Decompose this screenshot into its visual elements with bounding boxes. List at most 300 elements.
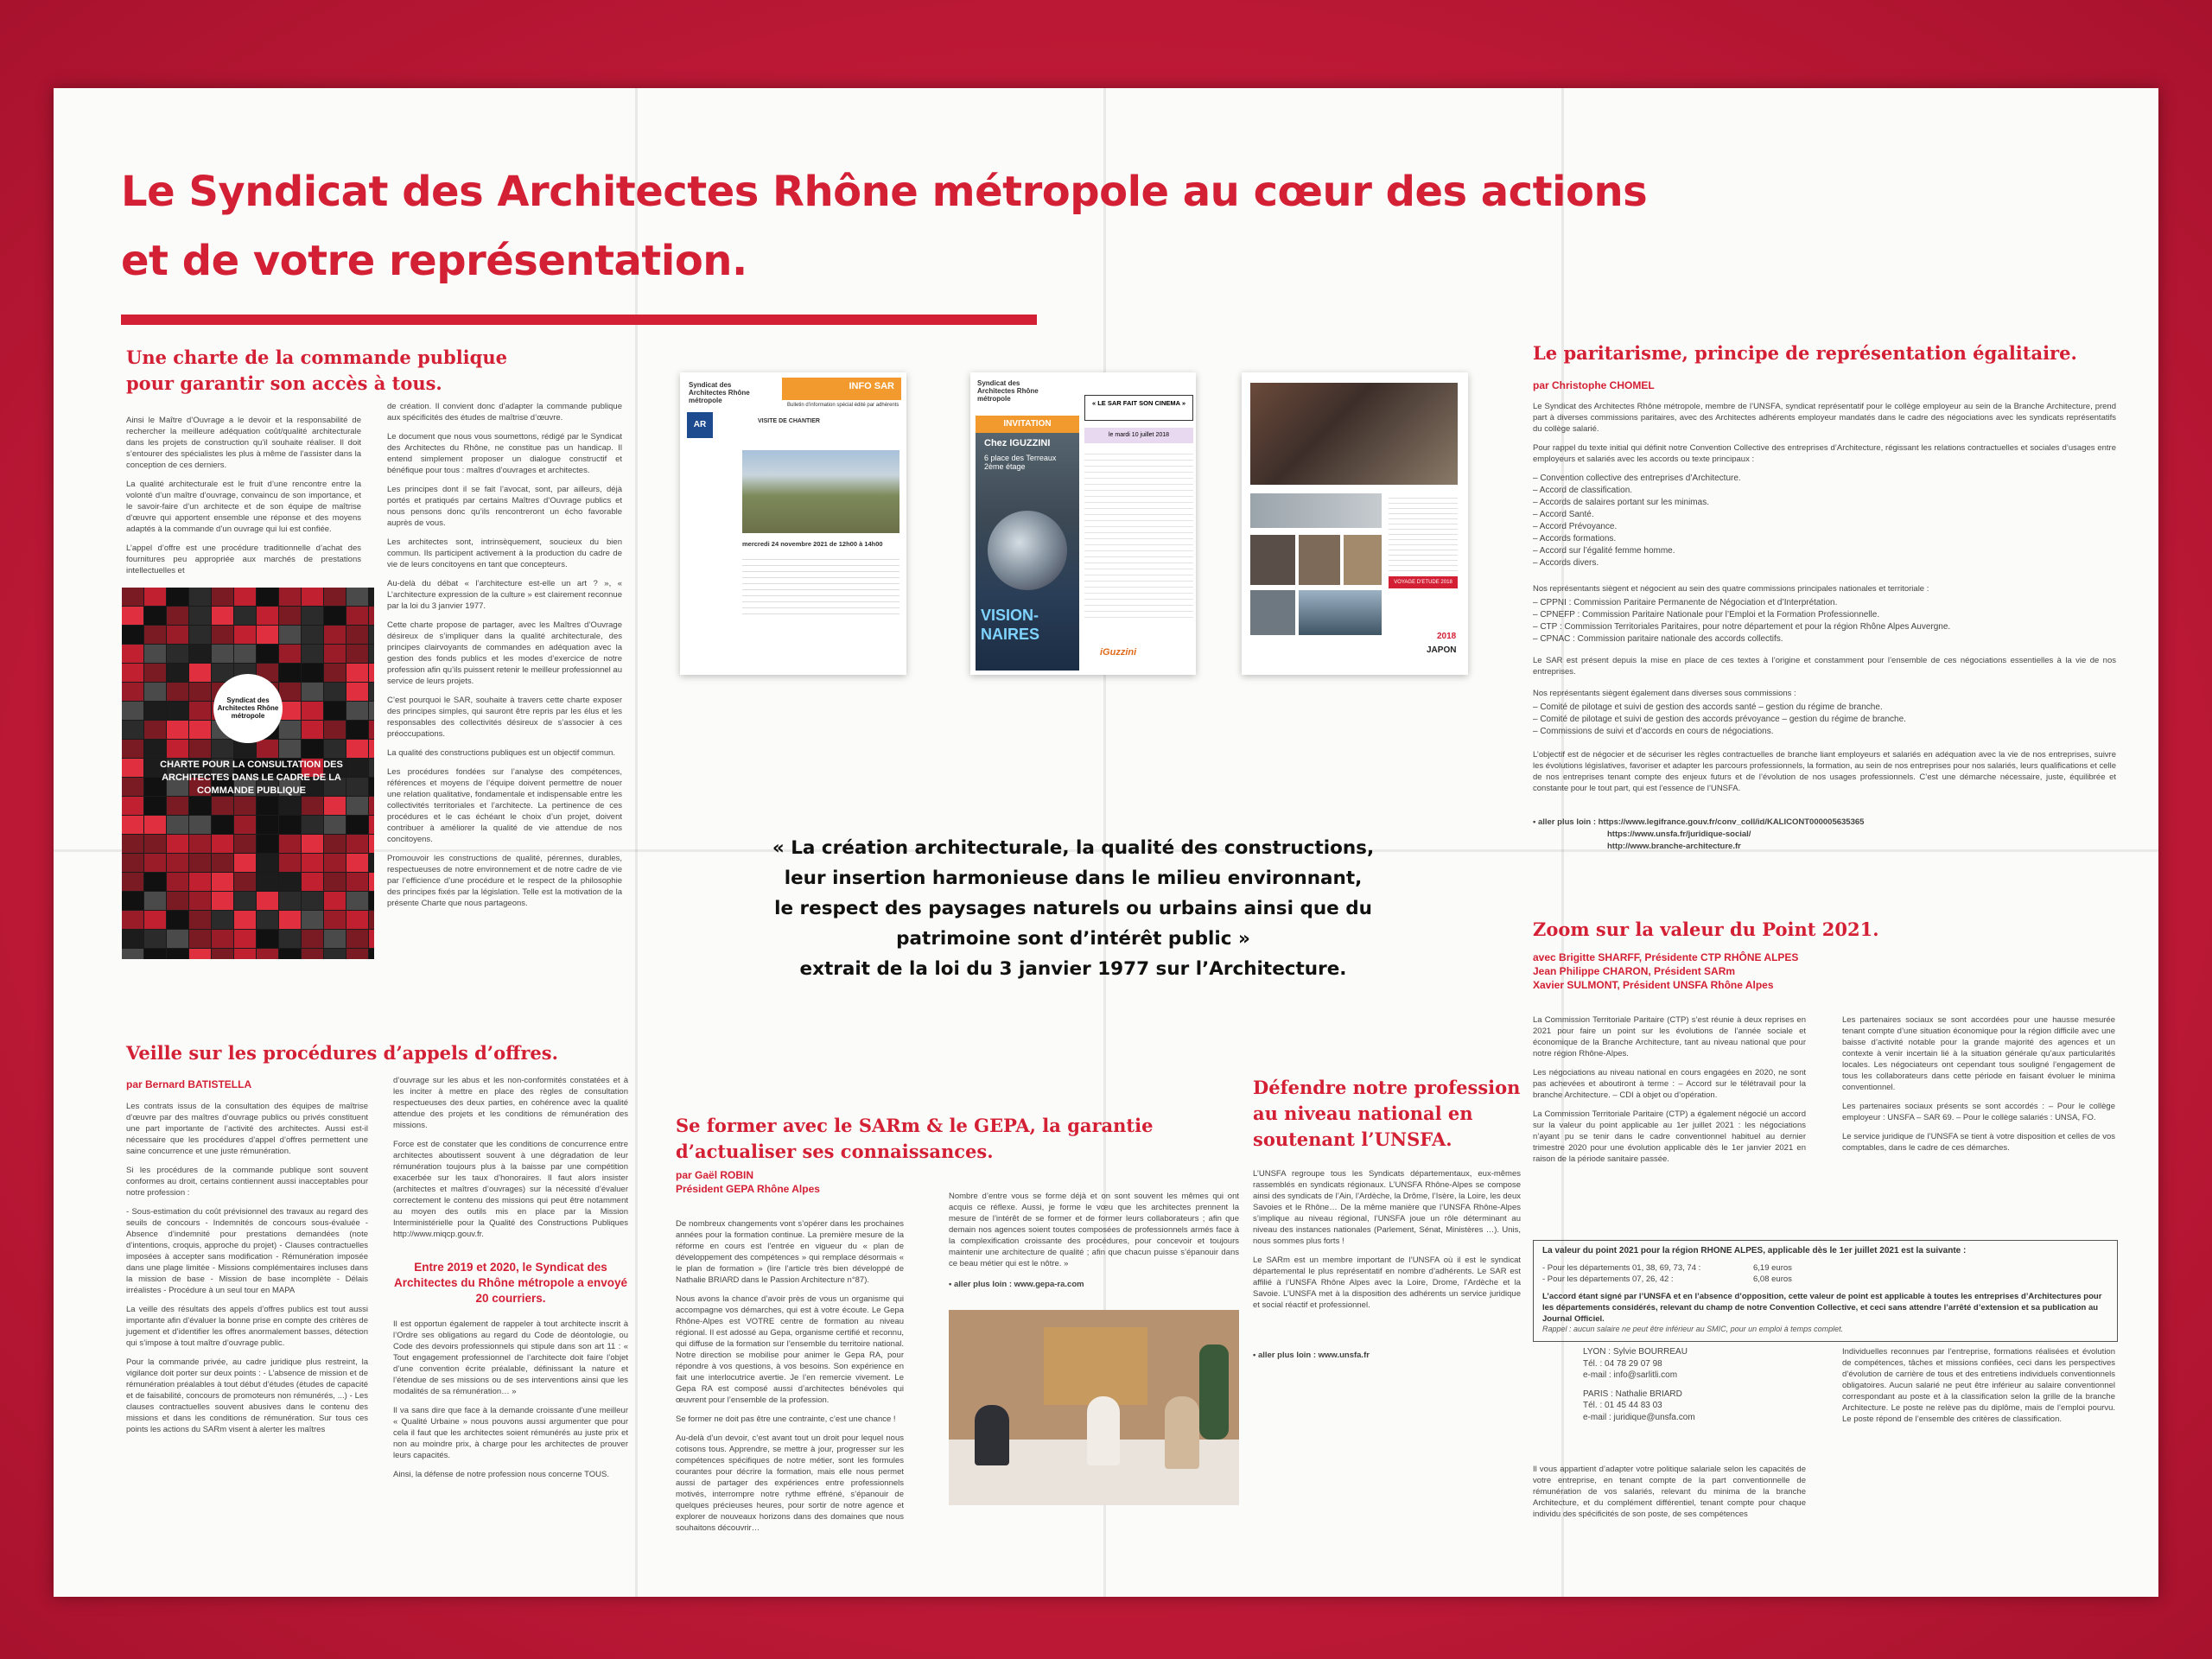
mosaic-tile <box>324 721 346 739</box>
box-row-label: - Pour les départements 07, 26, 42 : <box>1542 1274 1674 1284</box>
mosaic-tile <box>167 588 188 606</box>
former-column-1 <box>676 1218 904 1541</box>
mosaic-tile <box>279 721 301 739</box>
mosaic-tile <box>346 873 368 891</box>
author-role: Président GEPA Rhône Alpes <box>676 1183 820 1195</box>
mosaic-tile <box>279 816 301 834</box>
mosaic-tile <box>167 892 188 910</box>
mosaic-tile <box>189 702 211 720</box>
mosaic-tile <box>279 930 301 948</box>
mosaic-tile <box>302 797 323 815</box>
mosaic-tile <box>257 911 278 929</box>
mosaic-tile <box>144 607 166 625</box>
mosaic-tile <box>302 740 323 758</box>
mosaic-tile <box>324 873 346 891</box>
mosaic-tile <box>144 835 166 853</box>
mosaic-tile <box>122 873 143 891</box>
list-item: – CPNEFP : Commission Paritaire Nationale pour l’Emploi et la Formation Professionnelle. <box>1533 610 1880 620</box>
paragraph: De nombreux changements vont s’opérer dans les prochaines années pour la formation continue. La première mesure de la réforme en cours est l’entrée en vigueur du « plan de développement des compétences » qui remplace désormais « le plan de formation » (lire l’article très bien développé de Nathalie BRIARD dans le Passion Architecture n°87). <box>676 1219 904 1285</box>
flyer-logo: Syndicat des Architectes Rhône métropole <box>689 381 750 404</box>
mosaic-tile <box>189 930 211 948</box>
mosaic-tile <box>279 645 301 663</box>
quote-line: leur insertion harmonieuse dans le milieu environnant, <box>784 868 1363 889</box>
training-photo <box>949 1310 1239 1505</box>
venue: Chez IGUZZINI <box>984 438 1051 448</box>
mosaic-tile <box>144 721 166 739</box>
paragraph: L’UNSFA regroupe tous les Syndicats départementaux, eux-mêmes rassemblés en syndicats régionaux. L’UNSFA Rhône-Alpes se compose ainsi des syndicats de l’Ain, l’Ardèche, la Drôme, l’Isère, la Loire, les deux Savoies et le Rhône… De la même manière que l’UNSFA Rhône-Alpes s’implique au niveau régional, l’UNSFA joue un rôle déterminant au niveau des instances nationales (Parlement, Sénat, Ministères …). Unis, nous sommes plus forts ! <box>1253 1169 1521 1246</box>
mosaic-tile <box>189 854 211 872</box>
headline-line2: et de votre représentation. <box>121 237 747 285</box>
paragraph: Nous avons la chance d’avoir près de vous un organisme qui accompagne vos démarches, qui est à votre écoute. Le Gepa Rhône-Alpes est VOTRE centre de formation au niveau régional. Il est adossé au Gepa, organisme certifié et reconnu, qui diffuse de la formation sur l’ensemble du territoire national. Notre direction se mobilise pour animer le Gepa RA, pour répondre à vos questions, à vos besoins. Son expérience en fait une interlocutrice avertie. Je l’en remercie vivement. Le Gepa RA est composé aussi d’architectes bénévoles qui œuvrent pour l’ensemble de la profession. <box>676 1294 904 1405</box>
mosaic-tile <box>346 759 368 777</box>
links-label: • aller plus loin : <box>1533 817 1597 827</box>
mosaic-tile <box>324 892 346 910</box>
mosaic-tile <box>257 588 278 606</box>
former-title: Se former avec le SARm & le GEPA, la garantie d’actualiser ses connaissances. <box>676 1115 1154 1162</box>
quote-line: patrimoine sont d’intérêt public » <box>896 928 1250 950</box>
mosaic-tile <box>279 588 301 606</box>
mosaic-tile <box>212 816 233 834</box>
accords-list <box>1533 473 1741 569</box>
mosaic-tile <box>257 892 278 910</box>
paragraph: Pour rappel du texte initial qui définit notre Convention Collective des entreprises d’Architecture, régissant les relations contractuelles et sociales d’usages entre employeurs et salariés avec les accords ou texte principaux : <box>1533 443 2116 464</box>
paragraph: d’ouvrage sur les abus et les non-conformités constatées et à les inciter à mettre en place des règles de consultation respectueuses des deux parties, en cohérence avec la qualité attendue des projets et les conditions de rémunération des missions. <box>393 1076 628 1130</box>
mosaic-tile <box>369 949 374 959</box>
mosaic-tile <box>167 645 188 663</box>
mosaic-tile <box>279 835 301 853</box>
sar-present: Le SAR est présent depuis la mise en place de ces textes à l’origine et constamment pour l’ensemble de ces négociations essentielles à la vie de nos entreprises. <box>1533 656 2116 677</box>
mosaic-tile <box>167 607 188 625</box>
photo-tower <box>1250 383 1458 485</box>
mosaic-tile <box>279 740 301 758</box>
mosaic-tile <box>189 835 211 853</box>
ar-logo: AR <box>687 412 713 438</box>
mosaic-tile <box>144 892 166 910</box>
mosaic-tile <box>369 721 374 739</box>
mosaic-tile <box>346 835 368 853</box>
mosaic-tile <box>346 892 368 910</box>
mosaic-tile <box>346 911 368 929</box>
mosaic-tile <box>302 816 323 834</box>
mosaic-tile <box>324 626 346 644</box>
mosaic-tile <box>302 873 323 891</box>
mosaic-tile <box>122 683 143 701</box>
commissions-list <box>1533 597 1950 645</box>
list-item: – Accord Santé. <box>1533 510 1594 519</box>
mosaic-tile <box>369 683 374 701</box>
person <box>1165 1396 1199 1469</box>
sphere-image <box>988 511 1067 590</box>
mosaic-tile <box>257 949 278 959</box>
contacts <box>1583 1346 1695 1423</box>
contact-line: PARIS : Nathalie BRIARD <box>1583 1389 1682 1399</box>
list-item: – Commissions de suivi et d’accords en cours de négociations. <box>1533 727 1774 736</box>
mosaic-tile <box>122 854 143 872</box>
paragraph: Les partenaires sociaux se sont accordées pour une hausse mesurée tenant compte d’une situation économique pour la région difficile avec une baisse d’activité notable pour la grande majorité des agences et un contexte à venir incertain lié à la situation générale qu’aux particularités locales. Les négociateurs ont cependant tous souligné l’engagement de tous les collaborateurs dans cette période en faisant évoluer le minima conventionnel. <box>1842 1015 2115 1092</box>
mosaic-tile <box>189 892 211 910</box>
mosaic-tile <box>302 892 323 910</box>
box-rappel: Rappel : aucun salaire ne peut être inférieur au SMIC, pour un emploi à temps complet. <box>1542 1325 1844 1333</box>
mosaic-tile <box>302 911 323 929</box>
mosaic-tile <box>302 854 323 872</box>
flyer-japon <box>1242 372 1468 675</box>
mosaic-tile <box>369 892 374 910</box>
paragraph: Ainsi le Maître d’Ouvrage a le devoir et la responsabilité de rechercher la meilleure adéquation coût/qualité architecturale dans les projets de construction qu’il souhaite réaliser. Il doit s’entourer des spécialistes les plus à même de l’assister dans la conception de ces derniers. <box>126 416 361 470</box>
flyer-logo: Syndicat des Architectes Rhône métropole <box>977 379 1039 403</box>
paragraph: C’est pourquoi le SAR, souhaite à travers cette charte exposer des principes simples, qui sauront être repris par les élus et les responsables des collectivités désireux de s’associer à ces préoccupations. <box>387 696 622 739</box>
mosaic-tile <box>346 664 368 682</box>
list-item: – Accords divers. <box>1533 558 1599 568</box>
mosaic-tile <box>234 949 256 959</box>
mosaic-tile <box>189 873 211 891</box>
list-item: – CPPNI : Commission Paritaire Permanente de Négociation et d’Interprétation. <box>1533 598 1838 607</box>
mosaic-tile <box>212 626 233 644</box>
mosaic-tile <box>234 892 256 910</box>
list-item: – CPNAC : Commission paritaire nationale des accords collectifs. <box>1533 634 1783 644</box>
veille-highlight: Entre 2019 et 2020, le Syndicat des Architectes du Rhône métropole a envoyé 20 courriers. <box>393 1261 628 1305</box>
author: avec Brigitte SHARFF, Présidente CTP RHÔNE ALPES <box>1533 951 1799 963</box>
paragraph: Les négociations au niveau national en cours engagées en 2020, ne sont pas achevées et aboutiront à terme : – Accord sur le télétravail pour la branche Architecture. – CDI à objet ou d’opération. <box>1533 1068 1806 1100</box>
mosaic-tile <box>369 740 374 758</box>
zoom-column-2 <box>1842 1014 2115 1161</box>
author: par Gaël ROBIN <box>676 1169 754 1181</box>
mosaic-tile <box>346 626 368 644</box>
mosaic-tile <box>167 835 188 853</box>
zoom-title: Zoom sur la valeur du Point 2021. <box>1533 918 1879 940</box>
mosaic-tile <box>189 645 211 663</box>
mosaic-tile <box>346 930 368 948</box>
mosaic-tile <box>346 645 368 663</box>
invitation-label: INVITATION <box>976 416 1079 433</box>
mosaic-tile <box>346 607 368 625</box>
mosaic-tile <box>122 835 143 853</box>
mosaic-tile <box>212 797 233 815</box>
mosaic-tile <box>346 702 368 720</box>
mosaic-tile <box>234 930 256 948</box>
mosaic-tile <box>302 683 323 701</box>
paragraph: de création. Il convient donc d’adapter la commande publique aux spécificités des études de maîtrise d’œuvre. <box>387 402 622 423</box>
flyer-cinema <box>970 372 1196 675</box>
zoom-column-3: Individuelles reconnues par l’entreprise, formations réalisées et évolution de compétences, tâches et missions confiées, ceci dans les perspectives d’évolution de carrière de tous et des entretiens individuels conventionnels obligatoires. Aucun salarié ne peut être inférieur au salaire conventionnel correspondant au poste et à la classification selon la grille de la branche Architecture. Le poste ne relève pas du diplôme, mais de l’emploi pourvu. Le poste répond de l’ensemble des critères de classification. <box>1842 1347 2115 1424</box>
charter-cover-title: CHARTE POUR LA CONSULTATION DES ARCHITECTES DANS LE CADRE DE LA COMMANDE PUBLIQUE <box>160 760 343 796</box>
mosaic-tile <box>212 588 233 606</box>
mosaic-tile <box>324 664 346 682</box>
pinboard <box>1044 1327 1147 1405</box>
flyer-subtitle: Bulletin d’information spécial édité par adhérents <box>787 403 899 408</box>
photo-thumb <box>1250 535 1295 585</box>
box-note: L’accord étant signé par l’UNSFA et en l’absence d’opposition, cette valeur de point est applicable à toutes les entreprises d’Architectures pour les départements considérés, relevant du champ de notre Convention Collective, et ceci sans attendre l’arrêté d’extension et sa publication au Journal Officiel. <box>1542 1292 2102 1324</box>
zoom-column-4: Il vous appartient d’adapter votre politique salariale selon les capacités de votre entreprise, en tenant compte de la part conventionnelle de rémunération de vos salariés, relevant du minima de la branche Architecture, et du complément différentiel, tenant compte pour chaque individu des spécificités de son poste, de ses compétences <box>1533 1465 1806 1519</box>
mosaic-tile <box>324 702 346 720</box>
mosaic-tile <box>189 683 211 701</box>
mosaic-tile <box>122 607 143 625</box>
flyer-info-sar <box>680 372 906 675</box>
mosaic-tile <box>279 664 301 682</box>
mosaic-tile <box>144 626 166 644</box>
paritarisme-body <box>1533 401 2116 467</box>
mosaic-tile <box>324 607 346 625</box>
mosaic-tile <box>167 949 188 959</box>
box-row-value: 6,08 euros <box>1753 1274 1792 1284</box>
mosaic-tile <box>189 740 211 758</box>
mosaic-tile <box>346 778 368 796</box>
voyage-label: VOYAGE D’ETUDE 2018 <box>1389 576 1458 588</box>
mosaic-tile <box>257 645 278 663</box>
mosaic-tile <box>122 911 143 929</box>
defendre-title: Défendre notre profession au niveau national en soutenant l’UNSFA. <box>1253 1077 1521 1150</box>
charte-column-1 <box>126 415 361 584</box>
mosaic-tile <box>122 892 143 910</box>
mosaic-tile <box>369 588 374 606</box>
mosaic-tile <box>302 664 323 682</box>
mosaic-tile <box>144 911 166 929</box>
mosaic-tile <box>189 664 211 682</box>
mosaic-tile <box>167 702 188 720</box>
paragraph: Pour la commande privée, au cadre juridique plus restreint, la vigilance doit porter sur deux points : - L’absence de mission et de rémunération préalables à tout début d’études (études de capacité et de faisabilité, concours de promoteurs non rémunérés, ...) - Les clauses contractuelles souvent abusives dans le contenu des missions et dans les conditions de rémunération. Sur tous ces points les actions du SARm visent à alerter les maîtres <box>126 1357 368 1434</box>
mosaic-tile <box>189 911 211 929</box>
mosaic-tile <box>257 626 278 644</box>
mosaic-tile <box>324 816 346 834</box>
mosaic-tile <box>324 930 346 948</box>
mosaic-tile <box>346 854 368 872</box>
mosaic-tile <box>279 854 301 872</box>
building-photo <box>742 450 899 533</box>
mosaic-tile <box>122 588 143 606</box>
list-item: – Accord de classification. <box>1533 486 1633 495</box>
headline <box>121 157 2091 296</box>
mosaic-tile <box>302 626 323 644</box>
mosaic-tile <box>144 854 166 872</box>
mosaic-tile <box>167 626 188 644</box>
mosaic-tile <box>369 645 374 663</box>
link[interactable]: https://www.legifrance.gouv.fr/conv_coll/id/KALICONT000005635365 <box>1598 817 1865 827</box>
mosaic-tile <box>257 740 278 758</box>
event-date: le mardi 10 juillet 2018 <box>1084 428 1193 443</box>
paragraph: - Sous-estimation du coût prévisionnel des travaux au regard des seuils de concours - Indemnités de concours sous-évaluée - Absence d’indemnité pour prestations demandées (note d’intentions, croquis, approche du projet) - Clauses contractuelles imposées à accepter sans modification - Rémunération imposée dans une plage limitée - Missions complémentaires incluses dans la mission de base - Mission de base incomplète - Délais irréalistes - Procédure à un seul tour en MAPA <box>126 1207 368 1295</box>
mosaic-tile <box>234 854 256 872</box>
mosaic-tile <box>234 835 256 853</box>
mosaic-tile <box>144 740 166 758</box>
mosaic-tile <box>324 911 346 929</box>
mosaic-tile <box>279 892 301 910</box>
former-author <box>676 1168 820 1196</box>
veille-author: par Bernard BATISTELLA <box>126 1078 252 1090</box>
mosaic-tile <box>212 740 233 758</box>
mosaic-tile <box>257 816 278 834</box>
mosaic-tile <box>257 873 278 891</box>
mosaic-tile <box>122 797 143 815</box>
mosaic-tile <box>212 892 233 910</box>
mosaic-tile <box>122 778 143 796</box>
mosaic-tile <box>212 930 233 948</box>
paragraph: Les procédures fondées sur l’analyse des compétences, références et moyens de l’équipe doivent permettre de nouer une relation qualitative, fondamentale et indispensable entre les collectivités territoriales et l’architecte. La pertinence de ces procédures et le cas échéant le choix d’un projet, doivent contribuer à améliorer la qualité de vie attendue de nos concitoyens. <box>387 767 622 844</box>
mosaic-tile <box>324 740 346 758</box>
link[interactable]: http://www.branche-architecture.fr <box>1607 842 1741 851</box>
mosaic-tile <box>369 816 374 834</box>
paragraph: Le Syndicat des Architectes Rhône métropole, membre de l’UNSFA, syndicat représentatif pour le collège employeur au sein de la Branche Architecture, prend part à diverses commissions paritaires, avec des Architectes adhérents employeur mandatés dans le cadre des négociations avec les syndicats représentatifs du collège salarié. <box>1533 402 2116 434</box>
box-row-value: 6,19 euros <box>1753 1263 1792 1273</box>
mosaic-tile <box>122 626 143 644</box>
cinema-label: « LE SAR FAIT SON CINEMA » <box>1084 395 1193 421</box>
mosaic-tile <box>302 949 323 959</box>
paragraph: Si les procédures de la commande publique sont souvent conformes au droit, certains contiennent aussi inacceptables pour notre profession : <box>126 1166 368 1198</box>
mosaic-tile <box>144 930 166 948</box>
mosaic-tile <box>346 721 368 739</box>
headline-underline <box>121 315 1037 325</box>
mosaic-tile <box>234 797 256 815</box>
mosaic-tile <box>167 683 188 701</box>
mosaic-tile <box>122 645 143 663</box>
charter-cover-image <box>122 588 374 959</box>
mosaic-tile <box>324 588 346 606</box>
charte-column-2 <box>387 401 622 917</box>
former-link[interactable]: • aller plus loin : www.gepa-ra.com <box>949 1280 1084 1289</box>
mosaic-tile <box>122 702 143 720</box>
mosaic-tile <box>369 759 374 777</box>
paragraph: Le document que nous vous soumettons, rédigé par le Syndicat des Architectes du Rhône, ne constitue pas un handicap. Il entend simplement proposer un dialogue constructif et bénéfique pour tous : maîtres d’ouvrages et architectes. <box>387 432 622 475</box>
person <box>975 1405 1009 1465</box>
contact-line: Tél. : 01 45 44 83 03 <box>1583 1401 1662 1410</box>
mosaic-tile <box>189 816 211 834</box>
link[interactable]: https://www.unsfa.fr/juridique-social/ <box>1607 830 1751 839</box>
paragraph: Les principes dont il se fait l’avocat, sont, par ailleurs, déjà portés et pratiqués par certains Maîtres d’Ouvrage publics et nous pensons donc qu’ils rencontreront un écho favorable auprès de vous. <box>387 485 622 528</box>
mosaic-tile <box>144 873 166 891</box>
text-lines <box>1389 493 1458 571</box>
mosaic-tile <box>369 873 374 891</box>
mosaic-tile <box>257 930 278 948</box>
mosaic-tile <box>212 949 233 959</box>
mosaic-tile <box>279 911 301 929</box>
paragraph: Force est de constater que les conditions de concurrence entre architectes aboutissent souvent à une dégradation de leur rémunération toujours plus à la baisse par une compétition exacerbée sur les taux d’honoraires. Il faut alors insister (architectes et maîtres d’ouvrages) sur la nécessité d’évaluer correctement le contenu des missions qui peut être notamment au moyen des outils mis en place par la Mission Interministérielle pour la Qualité des Constructions Publiques http://www.miqcp.gouv.fr. <box>393 1140 628 1239</box>
paragraph: Le service juridique de l’UNSFA se tient à votre disposition et celles de vos comptables, dans le cadre de ces démarches. <box>1842 1132 2115 1153</box>
mosaic-tile <box>324 645 346 663</box>
paragraph: La veille des résultats des appels d’offres publics est tout aussi importante afin d’évaluer la bonne prise en compte des critères de jugement et d’identifier les offres anormalement basses, détection qui s’impose à tout maître d’ouvrage public. <box>126 1305 368 1348</box>
mosaic-tile <box>279 797 301 815</box>
charter-logo: Syndicat des Architectes Rhône métropole <box>213 674 283 743</box>
mosaic-tile <box>369 835 374 853</box>
text-lines <box>742 554 899 614</box>
mosaic-tile <box>302 835 323 853</box>
mosaic-tile <box>122 949 143 959</box>
flyer-tag: INFO SAR <box>782 378 901 400</box>
mosaic-tile <box>234 816 256 834</box>
mosaic-tile <box>279 607 301 625</box>
veille-column-2b <box>393 1319 628 1488</box>
paragraph: La qualité architecturale est le fruit d’une rencontre entre la volonté d’un maître d’ouvrage, convaincu de son importance, et le savoir-faire d’un architecte et de son équipe de maîtrise d’œuvre qui apportent ensemble une réponse et des moyens adaptés à la commande d’un ouvrage qui lui est confiée. <box>126 480 361 534</box>
sub-commissions-list <box>1533 702 1906 738</box>
mosaic-tile <box>144 702 166 720</box>
veille-column-1 <box>126 1101 368 1443</box>
mosaic-tile <box>234 626 256 644</box>
mosaic-tile <box>369 911 374 929</box>
mosaic-tile <box>369 626 374 644</box>
former-column-2: Nombre d’entre vous se forme déjà et on sont souvent les mêmes qui ont acquis ce réflexe. Aussi, je forme le vœu que les architectes prennent la mesure de l’intérêt de se former et de former leurs collaborateurs ; afin que demain nos agences soient toutes composées de professionnels armés face à la complexification croissante des procédures, pour concevoir et toujours maintenir une architecture de qualité ; afin que chacun puisse s’épanouir dans ce beau métier qui est le nôtre. » <box>949 1192 1239 1268</box>
mosaic-tile <box>167 930 188 948</box>
paragraph: Au-delà d’un devoir, c’est avant tout un droit pour lequel nous cotisons tous. Apprendre, se mettre à jour, progresser sur les compétences spécifiques de notre métier, sont les formules courantes pour décrire la formation, mais elle nous permet aussi de partager des expériences entre professionnels motivés, interrompre notre rythme effréné, s’épanouir de quelques précieuses heures, pour sortir de notre agence et explorer de nouveaux horizons dans des domaines que nous souhaitons découvrir… <box>676 1433 904 1533</box>
poster-sheet <box>54 88 2158 1597</box>
mosaic-tile <box>167 873 188 891</box>
mosaic-tile <box>369 664 374 682</box>
text-lines <box>1084 448 1193 621</box>
mosaic-tile <box>122 664 143 682</box>
paragraph: La Commission Territoriale Paritaire (CTP) s’est réunie à deux reprises en 2021 pour faire un point sur les évolutions de l’année sociale et économique de la Branche Architecture, tant au niveau national que pour notre région Rhône-Alpes. <box>1533 1015 1806 1058</box>
paragraph: Ainsi, la défense de notre profession nous concerne TOUS. <box>393 1470 609 1479</box>
photo-thumb <box>1344 535 1382 585</box>
plant <box>1199 1344 1229 1440</box>
quote-line: « La création architecturale, la qualité des constructions, <box>772 837 1375 859</box>
contact-line: e-mail : info@sarlitli.com <box>1583 1370 1678 1380</box>
mosaic-tile <box>122 759 143 777</box>
mosaic-tile <box>167 721 188 739</box>
mosaic-tile <box>234 645 256 663</box>
list-item: – CTP : Commission Territoriales Paritaires, pour notre département et pour la région Rhône Alpes Auvergne. <box>1533 622 1951 632</box>
headline-line1: Le Syndicat des Architectes Rhône métropole au cœur des actions <box>121 168 1648 216</box>
paragraph: La qualité des constructions publiques est un objectif commun. <box>387 748 616 758</box>
central-quote <box>676 833 1471 984</box>
paragraph: Les contrats issus de la consultation des équipes de maîtrise d’œuvre par des maîtres d’ouvrage publics ou privés constituent une part importante de l’activité des architectes. Aussi est-il nécessaire que les procédures d’appel d’offres permettent une saine concurrence et une juste rémunération. <box>126 1102 368 1156</box>
mosaic-tile <box>234 873 256 891</box>
mosaic-tile <box>189 626 211 644</box>
contact-line: LYON : Sylvie BOURREAU <box>1583 1347 1688 1357</box>
mosaic-tile <box>324 797 346 815</box>
contact-line: Tél. : 04 78 29 07 98 <box>1583 1358 1662 1369</box>
mosaic-tile <box>302 702 323 720</box>
mosaic-tile <box>122 721 143 739</box>
mosaic-tile <box>167 797 188 815</box>
mosaic-tile <box>189 607 211 625</box>
mosaic-tile <box>167 816 188 834</box>
mosaic-tile <box>302 930 323 948</box>
mosaic-tile <box>167 664 188 682</box>
venue-address: 6 place des Terreaux 2ème étage <box>984 454 1057 471</box>
charte-title: Une charte de la commande publique pour garantir son accès à tous. <box>126 346 507 394</box>
mosaic-tile <box>369 797 374 815</box>
mosaic-tile <box>167 740 188 758</box>
mosaic-tile <box>189 797 211 815</box>
mosaic-tile <box>212 835 233 853</box>
paragraph: Cette charte propose de partager, avec les Maîtres d’Ouvrage désireux de s’impliquer dans la qualité architecturale, des principes clairvoyants de commandes en adéquation avec la gestion des fonds publics et les modes d’exercice de notre profession afin qu’ils puissent retenir le meilleur professionnel au service de leurs projets. <box>387 620 622 686</box>
sponsor-logo: iGuzzini <box>1100 647 1137 658</box>
mosaic-tile <box>302 607 323 625</box>
paragraph: Les partenaires sociaux présents se sont accordés : – Pour le collège employeur : UNSFA – SAR 69. – Pour le collège salariés : UNSA, FO. <box>1842 1102 2115 1122</box>
mosaic-tile <box>257 835 278 853</box>
veille-title: Veille sur les procédures d’appels d’offres. <box>126 1042 558 1064</box>
paragraph: Au-delà du débat « l’architecture est-elle un art ? », « L’architecture expression de la culture » est clairement reconnue par la loi du 3 janvier 1977. <box>387 579 622 611</box>
photo-thumb <box>1299 535 1340 585</box>
defendre-body <box>1253 1168 1521 1319</box>
mosaic-tile <box>189 949 211 959</box>
paritarisme-author: par Christophe CHOMEL <box>1533 379 1655 391</box>
mosaic-tile <box>302 721 323 739</box>
paragraph: Il est opportun également de rappeler à tout architecte inscrit à l’Ordre ses obligations au regard du Code de déontologie, ou Code des devoirs professionnels qui stipule dans son art 11 : « Tout engagement professionnel de l’architecte doit faire l’objet d’une convention écrite préalable, définissant la nature et l’étendue de ses missions ou de ses interventions ainsi que les modalités de sa rémunération… » <box>393 1319 628 1396</box>
other-intro: Nos représentants siègent également dans diverses sous commissions : <box>1533 689 1796 698</box>
point-value-box <box>1533 1240 2118 1342</box>
mosaic-tile <box>257 797 278 815</box>
mosaic-tile <box>212 911 233 929</box>
mosaic-tile <box>324 949 346 959</box>
mosaic-tile <box>122 816 143 834</box>
person <box>1087 1396 1120 1465</box>
paragraph: La Commission Territoriale Paritaire (CTP) a également négocié un accord sur la valeur du point applicable au 1er juillet 2021 : les négociations n’ayant pu se tenir dans le cadre conventionnel habituel au dernier trimestre 2020 pour une évolution applicable dès le 1er janvier 2021 en raison de la période sanitaire passée. <box>1533 1109 1806 1164</box>
mosaic-tile <box>234 588 256 606</box>
mosaic-tile <box>122 740 143 758</box>
defendre-link[interactable]: • aller plus loin : www.unsfa.fr <box>1253 1351 1370 1360</box>
author: Xavier SULMONT, Président UNSFA Rhône Alpes <box>1533 979 1774 991</box>
paragraph: Il va sans dire que face à la demande croissante d’une meilleur « Qualité Urbaine » nous pouvons aussi argumenter que pour cela il faut que les architectes soient rémunérés au juste prix et non au moindre prix, à charge pour les architectes de prouver leurs capacités. <box>393 1406 628 1460</box>
box-row-label: - Pour les départements 01, 38, 69, 73, 74 : <box>1542 1263 1701 1273</box>
quote-source: extrait de la loi du 3 janvier 1977 sur l’Architecture. <box>799 958 1347 980</box>
mosaic-tile <box>167 854 188 872</box>
